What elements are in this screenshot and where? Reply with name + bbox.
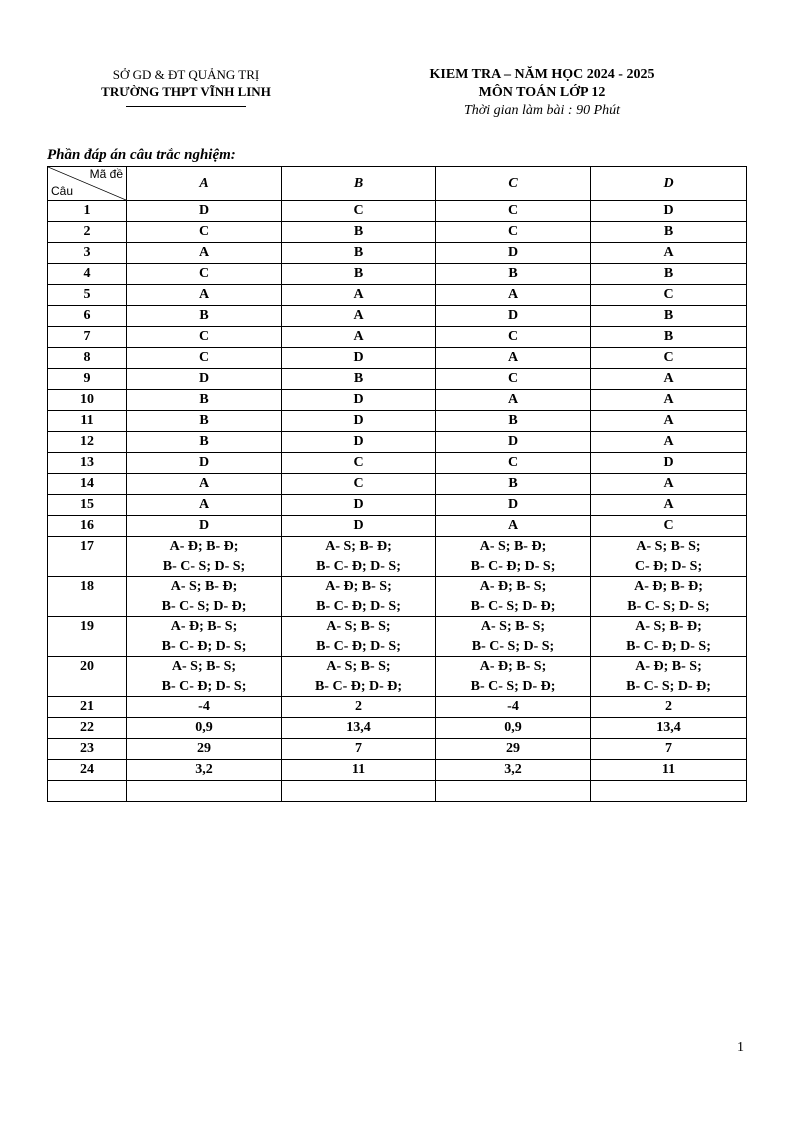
answer-cell: C (127, 348, 282, 369)
answer-cell: B (282, 264, 436, 285)
question-number: 11 (48, 411, 127, 432)
table-row (48, 760, 747, 781)
page-number: 1 (737, 1040, 744, 1055)
answer-cell: D (282, 411, 436, 432)
answer-cell: C (282, 201, 436, 222)
answer-cell (591, 617, 747, 657)
question-number: 6 (48, 306, 127, 327)
table-row (48, 327, 747, 348)
department-name: SỞ GD & ĐT QUẢNG TRỊ (112, 67, 260, 82)
answer-cell: C (282, 453, 436, 474)
table-row (48, 516, 747, 537)
answer-line: A- S; B- Đ; (479, 539, 547, 554)
answer-line: B- C- Đ; D- S; (316, 638, 401, 654)
answer-cell: A (436, 348, 591, 369)
answer-line: B- C- Đ; D- S; (316, 598, 401, 614)
answer-cell: D (591, 453, 747, 474)
answer-line: A- S; B- S; (480, 619, 546, 634)
answer-cell (127, 617, 282, 657)
answer-cell: A (591, 411, 747, 432)
answer-cell: 11 (591, 760, 747, 781)
question-number: 10 (48, 390, 127, 411)
answer-line: A- S; B- S; (326, 659, 391, 674)
table-row (48, 411, 747, 432)
answer-cell: A (591, 474, 747, 495)
answer-cell (282, 577, 436, 617)
answer-cell: A (127, 474, 282, 495)
question-number: 18 (48, 577, 127, 617)
answer-table (47, 166, 747, 802)
answer-cell: 13,4 (282, 718, 436, 739)
answer-line: B- C- S; D- S; (471, 638, 555, 654)
answer-line: B- C- S; D- Đ; (626, 678, 711, 694)
answer-cell: C (591, 348, 747, 369)
answer-cell: 3,2 (436, 760, 591, 781)
answer-cell: A (436, 516, 591, 537)
answer-cell: -4 (436, 697, 591, 718)
table-row (48, 697, 747, 718)
answer-cell: A (127, 495, 282, 516)
answer-line: A- S; B- Đ; (635, 619, 702, 634)
question-number: 3 (48, 243, 127, 264)
answer-line: A- S; B- Đ; (325, 539, 392, 554)
answer-cell: 2 (282, 697, 436, 718)
question-number: 5 (48, 285, 127, 306)
empty-cell (48, 781, 127, 802)
answer-cell: B (282, 222, 436, 243)
answer-cell (436, 577, 591, 617)
answer-cell: A (282, 306, 436, 327)
table-row (48, 474, 747, 495)
answer-cell: 29 (436, 739, 591, 760)
answer-cell: C (591, 516, 747, 537)
answer-cell: D (282, 348, 436, 369)
answer-cell: D (282, 390, 436, 411)
answer-cell: C (591, 285, 747, 306)
answer-cell: C (282, 474, 436, 495)
answer-cell: C (436, 222, 591, 243)
answer-line: A- S; B- S; (171, 659, 237, 674)
table-header-row (48, 167, 747, 201)
header-right (392, 66, 692, 120)
table-row (48, 617, 747, 657)
answer-cell: B (127, 411, 282, 432)
table-row (48, 657, 747, 697)
answer-cell: B (282, 369, 436, 390)
code-header: D (591, 167, 747, 201)
table-row (48, 306, 747, 327)
answer-cell: D (282, 516, 436, 537)
answer-cell: A (591, 495, 747, 516)
answer-cell: D (127, 453, 282, 474)
answer-cell (127, 577, 282, 617)
answer-cell: A (591, 369, 747, 390)
corner-cell (48, 167, 127, 201)
exam-title: KIEM TRA – NĂM HỌC 2024 - 2025 (429, 67, 655, 82)
table-row (48, 537, 747, 577)
answer-cell (591, 537, 747, 577)
question-number: 17 (48, 537, 127, 577)
answer-cell: C (436, 201, 591, 222)
corner-question-label: Câu (51, 184, 74, 198)
code-header: B (282, 167, 436, 201)
table-row (48, 718, 747, 739)
answer-cell (591, 657, 747, 697)
answer-cell: B (591, 222, 747, 243)
school-name: TRƯỜNG THPT VĨNH LINH (101, 84, 271, 99)
table-row (48, 369, 747, 390)
answer-line: A- Đ; B- S; (325, 579, 392, 594)
table-row (48, 390, 747, 411)
answer-line: A- Đ; B- Đ; (634, 579, 703, 594)
answer-cell: B (127, 432, 282, 453)
table-row (48, 739, 747, 760)
answer-line: B- C- S; D- Đ; (470, 678, 556, 694)
answer-cell: A (282, 285, 436, 306)
answer-cell: D (127, 516, 282, 537)
code-header: C (436, 167, 591, 201)
answer-line: B- C- Đ; D- S; (161, 678, 247, 694)
answer-line: A- Đ; B- S; (635, 659, 702, 674)
answer-cell: D (282, 432, 436, 453)
question-number: 15 (48, 495, 127, 516)
question-number: 8 (48, 348, 127, 369)
answer-cell: C (436, 369, 591, 390)
answer-line: C- Đ; D- S; (634, 558, 703, 574)
answer-line: B- C- S; D- S; (162, 558, 246, 574)
answer-cell: 7 (591, 739, 747, 760)
question-number: 24 (48, 760, 127, 781)
answer-cell: B (591, 327, 747, 348)
answer-line: B- C- Đ; D- S; (470, 558, 556, 574)
question-number: 22 (48, 718, 127, 739)
answer-cell: C (127, 264, 282, 285)
header-divider (126, 106, 246, 107)
section-title: Phần đáp án câu trắc nghiệm: (47, 147, 236, 163)
answer-cell (436, 657, 591, 697)
answer-line: B- C- Đ; D- S; (161, 638, 247, 654)
question-number: 7 (48, 327, 127, 348)
answer-cell (127, 657, 282, 697)
answer-cell: D (591, 201, 747, 222)
answer-cell: C (436, 327, 591, 348)
answer-cell: B (436, 264, 591, 285)
answer-line: A- Đ; B- S; (479, 579, 547, 594)
question-number: 12 (48, 432, 127, 453)
question-number: 2 (48, 222, 127, 243)
question-number: 21 (48, 697, 127, 718)
answer-cell: 0,9 (436, 718, 591, 739)
empty-cell (591, 781, 747, 802)
question-number: 20 (48, 657, 127, 697)
exam-duration: Thời gian làm bài : 90 Phút (463, 103, 621, 118)
answer-cell: D (282, 495, 436, 516)
table-row (48, 432, 747, 453)
answer-cell (282, 617, 436, 657)
answer-cell: D (436, 432, 591, 453)
table-row (48, 577, 747, 617)
answer-line: A- Đ; B- S; (170, 619, 238, 634)
answer-cell: 3,2 (127, 760, 282, 781)
question-number: 23 (48, 739, 127, 760)
answer-cell: C (127, 327, 282, 348)
answer-cell: 29 (127, 739, 282, 760)
answer-line: A- S; B- S; (636, 539, 701, 554)
question-number: 9 (48, 369, 127, 390)
answer-cell (282, 537, 436, 577)
answer-line: B- C- S; D- Đ; (470, 598, 556, 614)
code-header: A (127, 167, 282, 201)
answer-line: A- Đ; B- S; (479, 659, 547, 674)
answer-cell (127, 537, 282, 577)
answer-cell: B (436, 474, 591, 495)
answer-cell: A (436, 285, 591, 306)
answer-line: A- Đ; B- Đ; (169, 539, 239, 554)
answer-cell: A (282, 327, 436, 348)
answer-line: B- C- Đ; D- Đ; (314, 678, 403, 694)
answer-cell (282, 657, 436, 697)
header-left (60, 66, 312, 107)
answer-line: B- C- S; D- S; (627, 598, 710, 614)
question-number: 1 (48, 201, 127, 222)
corner-code-label: Mã đề (89, 167, 123, 181)
answer-cell: D (127, 201, 282, 222)
table-row (48, 201, 747, 222)
empty-cell (282, 781, 436, 802)
question-number: 4 (48, 264, 127, 285)
answer-cell: A (436, 390, 591, 411)
question-number: 19 (48, 617, 127, 657)
answer-cell: B (127, 390, 282, 411)
table-row (48, 495, 747, 516)
table-row (48, 264, 747, 285)
table-row (48, 348, 747, 369)
question-number: 16 (48, 516, 127, 537)
answer-cell: 11 (282, 760, 436, 781)
answer-cell: B (282, 243, 436, 264)
answer-cell (436, 617, 591, 657)
question-number: 13 (48, 453, 127, 474)
answer-line: A- S; B- S; (326, 619, 391, 634)
answer-line: A- S; B- Đ; (170, 579, 238, 594)
answer-cell: -4 (127, 697, 282, 718)
empty-cell (127, 781, 282, 802)
empty-cell (436, 781, 591, 802)
answer-cell: 13,4 (591, 718, 747, 739)
table-row (48, 453, 747, 474)
table-row (48, 222, 747, 243)
answer-line: B- C- Đ; D- S; (626, 638, 711, 654)
table-row (48, 243, 747, 264)
answer-cell: A (591, 390, 747, 411)
subject-title: MÔN TOÁN LỚP 12 (478, 85, 606, 100)
answer-cell: A (127, 285, 282, 306)
answer-cell: 2 (591, 697, 747, 718)
answer-cell (591, 577, 747, 617)
answer-cell: D (436, 495, 591, 516)
answer-cell: A (127, 243, 282, 264)
empty-row (48, 781, 747, 802)
answer-cell: D (436, 306, 591, 327)
answer-cell: 0,9 (127, 718, 282, 739)
table-row (48, 285, 747, 306)
answer-cell: B (591, 264, 747, 285)
answer-line: B- C- Đ; D- S; (316, 558, 401, 574)
answer-cell: B (436, 411, 591, 432)
answer-cell: D (436, 243, 591, 264)
answer-cell (436, 537, 591, 577)
question-number: 14 (48, 474, 127, 495)
answer-cell: D (127, 369, 282, 390)
answer-cell: 7 (282, 739, 436, 760)
answer-line: B- C- S; D- Đ; (161, 598, 247, 614)
answer-cell: B (127, 306, 282, 327)
answer-cell: C (436, 453, 591, 474)
answer-cell: C (127, 222, 282, 243)
answer-cell: B (591, 306, 747, 327)
answer-cell: A (591, 432, 747, 453)
answer-cell: A (591, 243, 747, 264)
